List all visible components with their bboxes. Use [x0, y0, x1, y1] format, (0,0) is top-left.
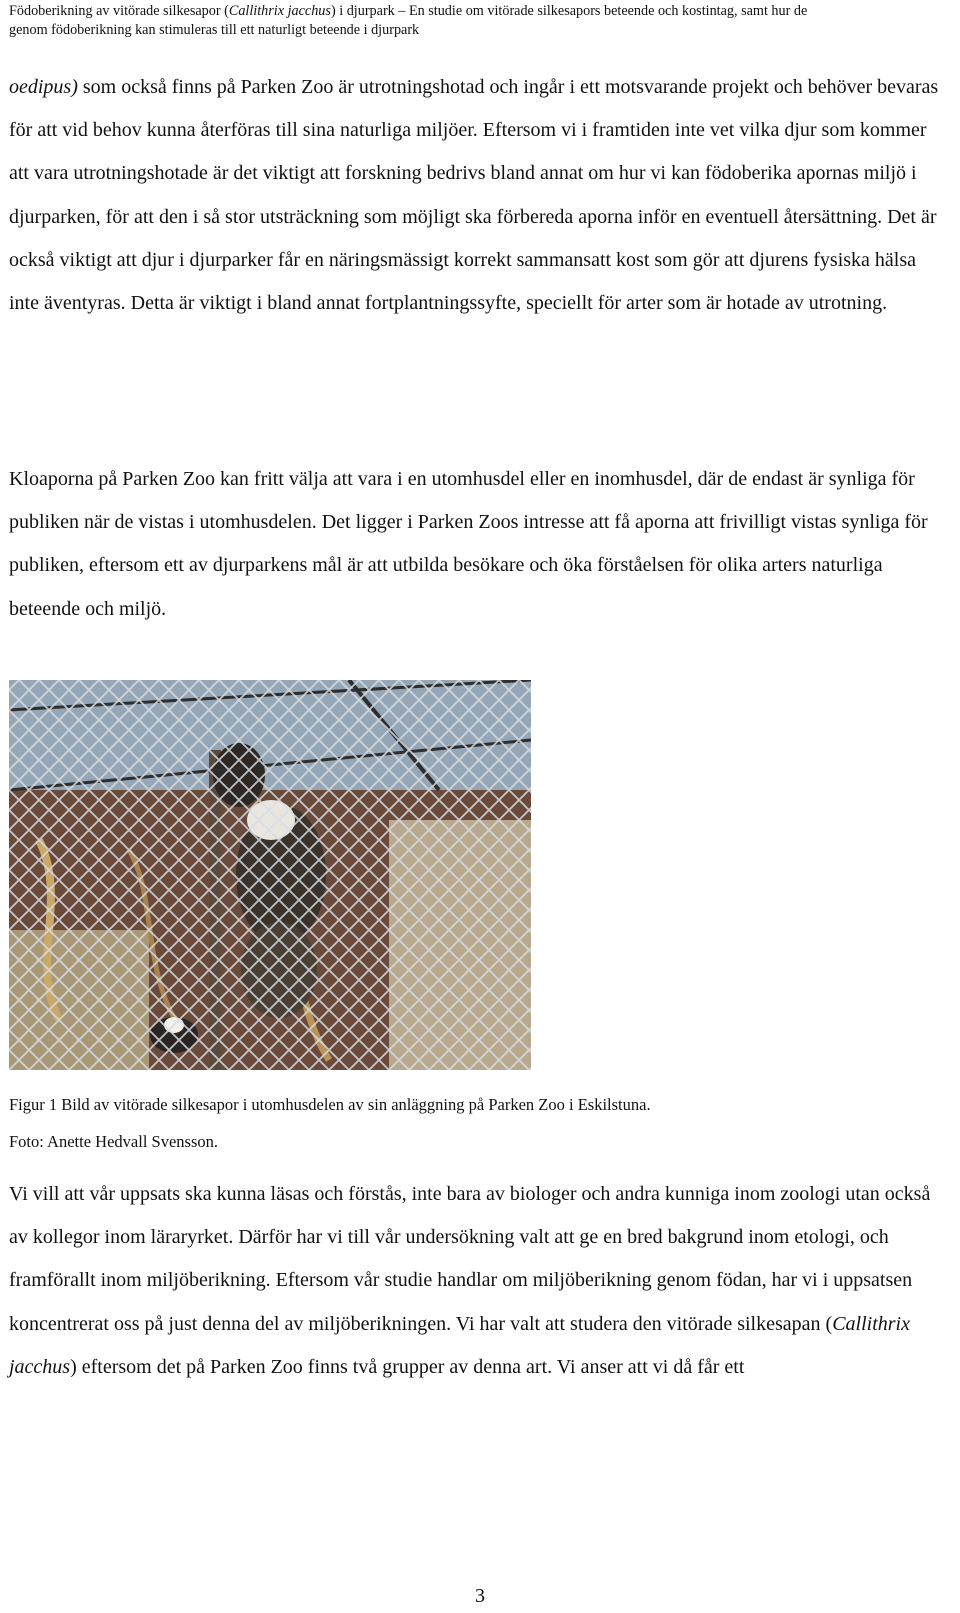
paragraph-2: Kloaporna på Parken Zoo kan fritt välja att vara i en utomhusdel eller en inomhusdel, där de endast är synliga för publiken när de vistas i utomhusdelen. Det ligger i Parken Zoos intresse att få aporna att frivilligt vistas synliga för publiken, eftersom ett av djurparkens mål är att utbilda besökare och öka förståelsen för olika arters naturliga beteende och miljö.	[9, 468, 928, 620]
page-number: 3	[475, 1585, 485, 1607]
header-line-1: Födoberikning av vitörade silkesapor (Callithrix jacchus) i djurpark – En studie om vitörade silkesapors beteende och kostintag, samt hur de	[9, 3, 808, 19]
italic-species-name: Callithrix jacchus	[9, 1312, 910, 1378]
caption-credit: Foto: Anette Hedvall Svensson.	[9, 1132, 218, 1151]
paragraph-3: Vi vill att vår uppsats ska kunna läsas och förstås, inte bara av biologer och andra kunniga inom zoologi utan också av kollegor inom läraryrket. Därför har vi till vår undersökning valt att ge en bred bakgrund inom etologi, och framförallt inom miljöberikning. Eftersom vår studie handlar om miljöberikning genom födan, har vi i uppsatsen koncentrerat oss på just denna del av miljöberikningen. Vi har valt att studera den vitörade silkesapan (Callithrix jacchus) eftersom det på Parken Zoo finns två grupper av denna art. Vi anser att vi då får ett	[9, 1183, 931, 1378]
figure-photo-marmosets	[9, 680, 531, 1070]
header-line-2: genom födoberikning kan stimuleras till ett naturligt beteende i djurpark	[9, 22, 420, 38]
caption-line-1: Figur 1 Bild av vitörade silkesapor i utomhusdelen av sin anläggning på Parken Zoo i Eskilstuna.	[9, 1095, 651, 1114]
figure-caption	[9, 1086, 944, 1160]
italic-species-fragment: oedipus)	[9, 76, 78, 98]
paragraph-1: oedipus) som också finns på Parken Zoo är utrotningshotad och ingår i ett motsvarande projekt och behöver bevaras för att vid behov kunna återföras till sina naturliga miljöer. Eftersom vi i framtiden inte vet vilka djur som kommer att vara utrotningshotade är det viktigt att forskning bedrivs bland annat om hur vi kan födoberika apornas miljö i djurparken, för att den i så stor utsträckning som möjligt ska förbereda aporna inför en eventuell återsättning. Det är också viktigt att djur i djurparker får en näringsmässigt korrekt sammansatt kost som gör att djurens fysiska hälsa inte äventyras. Detta är viktigt i bland annat fortplantningssyfte, speciellt för arter som är hotade av utrotning.	[9, 76, 939, 315]
running-header	[9, 2, 949, 40]
